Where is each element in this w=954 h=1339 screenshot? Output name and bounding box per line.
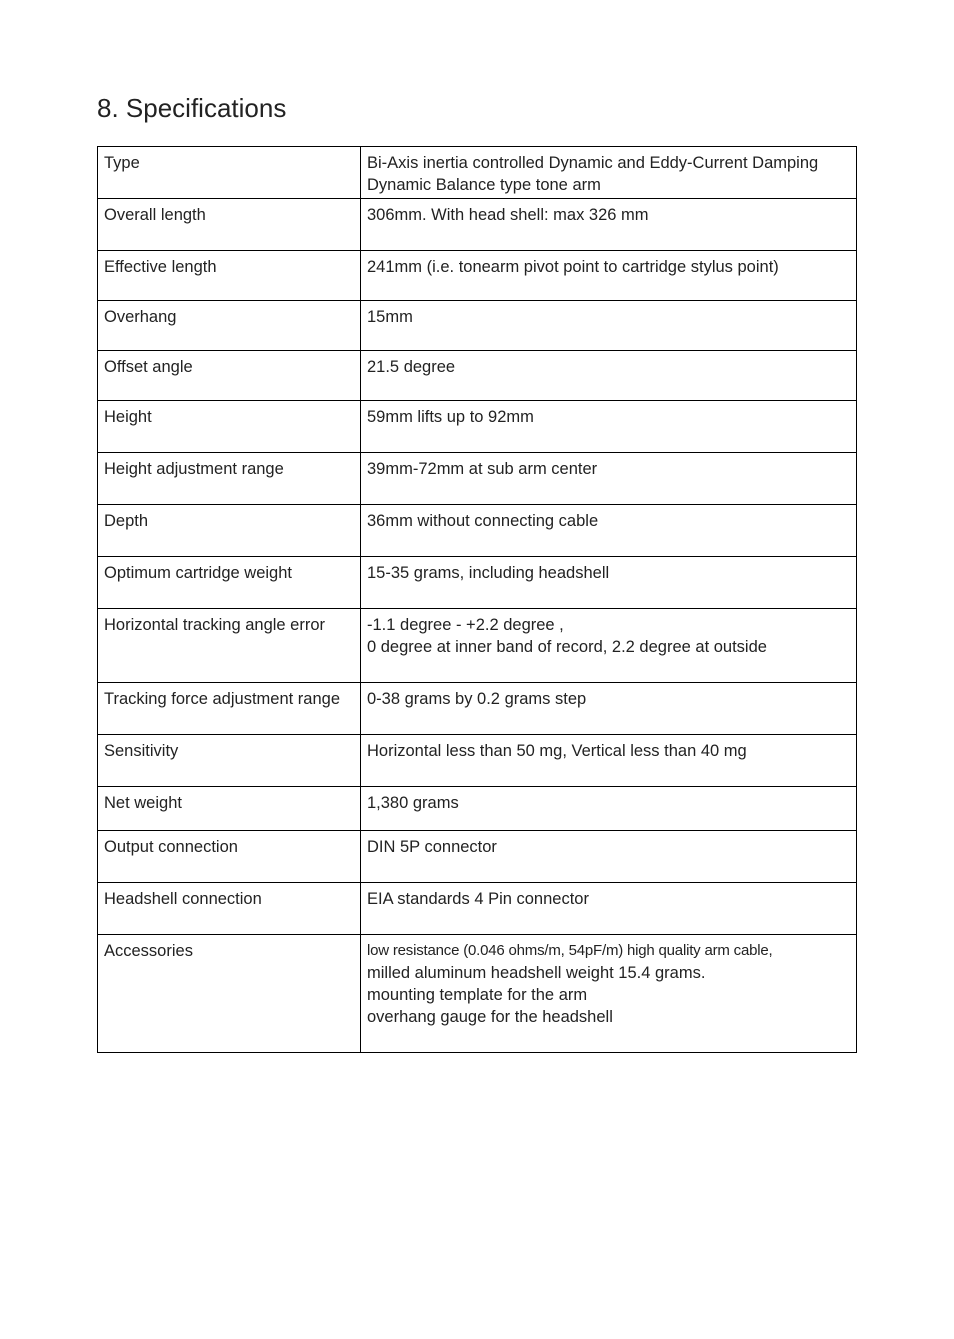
spec-value <box>361 351 857 401</box>
table-row <box>98 401 857 453</box>
spec-value <box>361 401 857 453</box>
spec-value <box>361 883 857 935</box>
spec-label: Output connection <box>98 831 361 883</box>
spec-label: Net weight <box>98 787 361 831</box>
spec-value-line: 59mm lifts up to 92mm <box>367 408 534 426</box>
page-title: 8. Specifications <box>97 93 287 123</box>
spec-label: Accessories <box>98 935 361 1053</box>
spec-label: Offset angle <box>98 351 361 401</box>
spec-label: Overall length <box>98 199 361 251</box>
spec-value <box>361 301 857 351</box>
spec-label: Headshell connection <box>98 883 361 935</box>
spec-value-line: milled aluminum headshell weight 15.4 grams. <box>367 964 706 982</box>
spec-label: Sensitivity <box>98 735 361 787</box>
spec-label: Depth <box>98 505 361 557</box>
table-row <box>98 831 857 883</box>
table-row <box>98 351 857 401</box>
spec-value-line: -1.1 degree - +2.2 degree , <box>367 616 564 634</box>
table-row <box>98 609 857 683</box>
table-row <box>98 883 857 935</box>
spec-value <box>361 199 857 251</box>
spec-label: Height adjustment range <box>98 453 361 505</box>
spec-label: Tracking force adjustment range <box>98 683 361 735</box>
table-row <box>98 935 857 1053</box>
spec-value-line: DIN 5P connector <box>367 838 497 856</box>
spec-value-line: 306mm. With head shell: max 326 mm <box>367 206 649 224</box>
spec-value <box>361 505 857 557</box>
spec-value-line: 1,380 grams <box>367 794 459 812</box>
spec-value-line: low resistance (0.046 ohms/m, 54pF/m) high quality arm cable, <box>367 942 773 959</box>
spec-label: Type <box>98 147 361 199</box>
table-row <box>98 735 857 787</box>
table-row <box>98 453 857 505</box>
table-row <box>98 505 857 557</box>
spec-value-line: 241mm (i.e. tonearm pivot point to cartridge stylus point) <box>367 258 779 276</box>
spec-value-line: Dynamic Balance type tone arm <box>367 176 601 194</box>
spec-value-line: overhang gauge for the headshell <box>367 1008 613 1026</box>
table-row <box>98 147 857 199</box>
spec-value <box>361 831 857 883</box>
spec-label: Effective length <box>98 251 361 301</box>
spec-value-line: Bi-Axis inertia controlled Dynamic and Eddy-Current Damping <box>367 154 819 172</box>
spec-value-line: 36mm without connecting cable <box>367 512 599 530</box>
table-row <box>98 787 857 831</box>
spec-value <box>361 147 857 199</box>
table-row <box>98 251 857 301</box>
spec-label: Height <box>98 401 361 453</box>
table-row <box>98 199 857 251</box>
spec-value-line: mounting template for the arm <box>367 986 588 1004</box>
spec-value-line: 0 degree at inner band of record, 2.2 degree at outside <box>367 638 767 656</box>
spec-value <box>361 557 857 609</box>
spec-value <box>361 683 857 735</box>
spec-value <box>361 935 857 1053</box>
table-row <box>98 683 857 735</box>
spec-value-line: 39mm-72mm at sub arm center <box>367 460 598 478</box>
spec-value <box>361 251 857 301</box>
specifications-table <box>97 146 857 1053</box>
spec-value <box>361 453 857 505</box>
spec-value-line: 21.5 degree <box>367 358 456 376</box>
spec-value <box>361 609 857 683</box>
spec-value-line: 15-35 grams, including headshell <box>367 564 610 582</box>
spec-value-line: EIA standards 4 Pin connector <box>367 890 589 908</box>
spec-value <box>361 787 857 831</box>
spec-value-line: 0-38 grams by 0.2 grams step <box>367 690 587 708</box>
spec-label: Overhang <box>98 301 361 351</box>
table-row <box>98 301 857 351</box>
spec-value-line: 15mm <box>367 308 413 326</box>
spec-label: Horizontal tracking angle error <box>98 609 361 683</box>
spec-value-line: Horizontal less than 50 mg, Vertical less than 40 mg <box>367 742 747 760</box>
spec-label: Optimum cartridge weight <box>98 557 361 609</box>
table-row <box>98 557 857 609</box>
spec-value <box>361 735 857 787</box>
